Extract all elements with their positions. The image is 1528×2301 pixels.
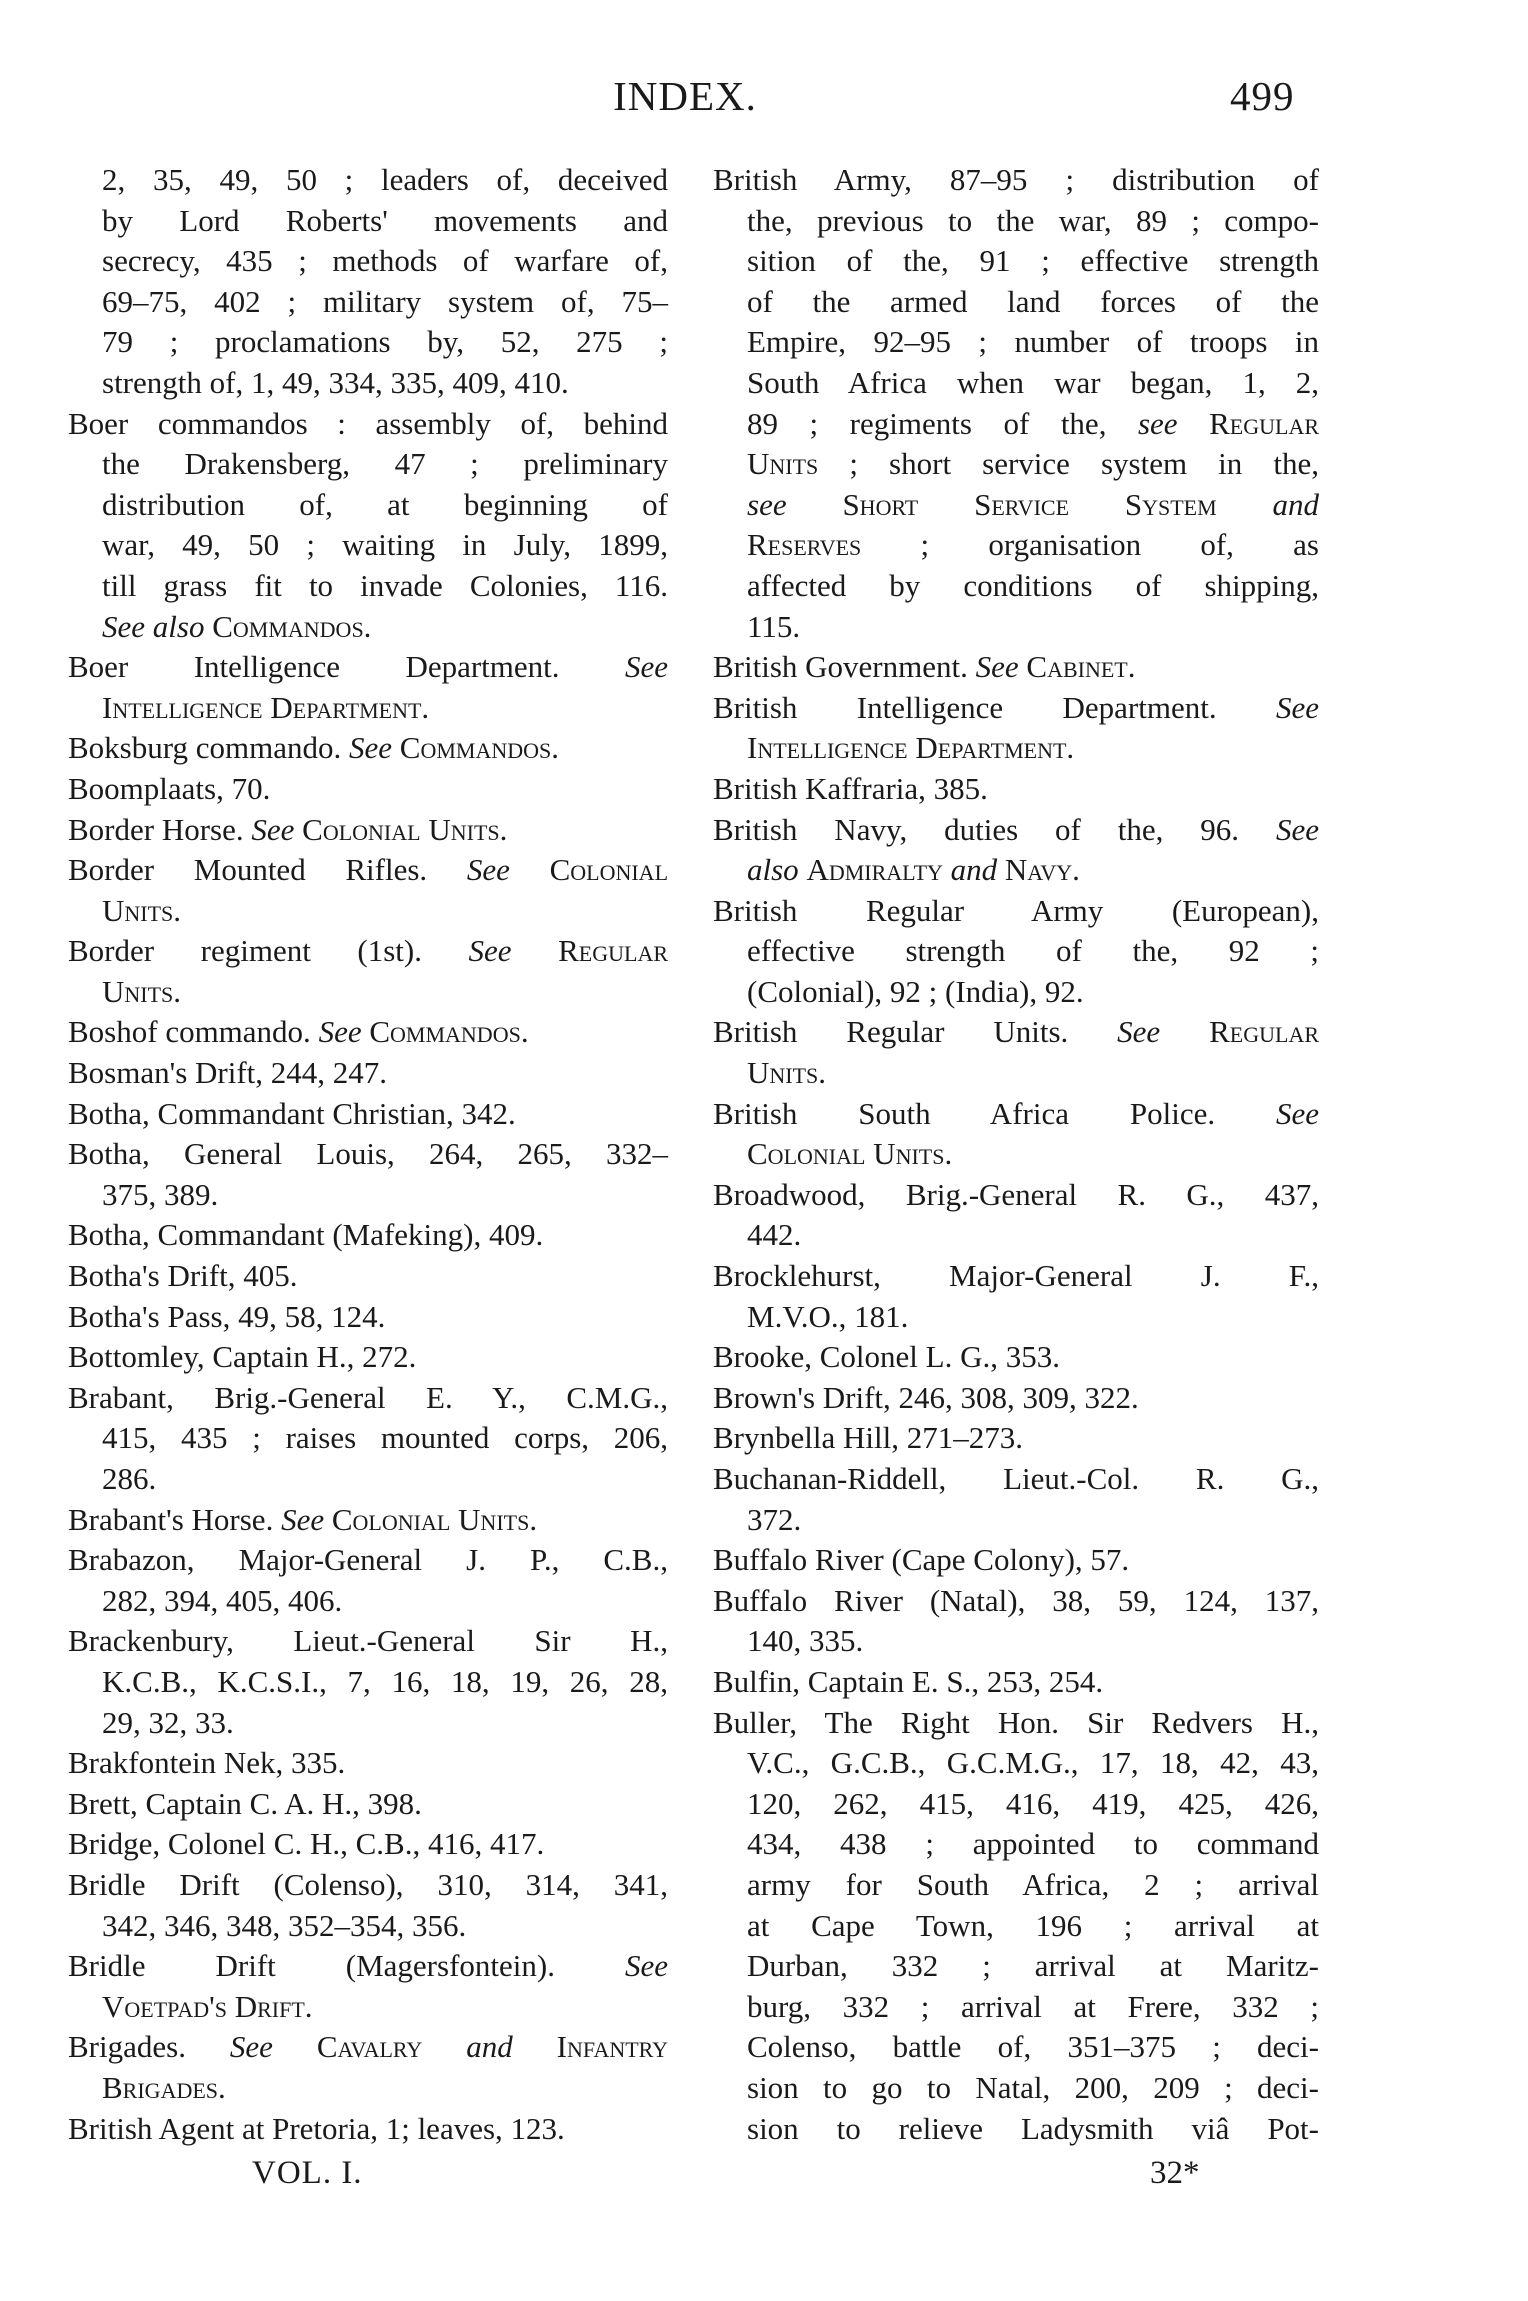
index-entry-line: [713, 931, 1319, 972]
index-entry-line: [68, 160, 668, 201]
entry-text: British Navy, duties of the, 96.: [713, 811, 1276, 847]
entry-text: strength of, 1, 49, 334, 335, 409, 410.: [102, 364, 569, 400]
entry-text: Brabazon, Major-General J. P., C.B.,: [68, 1542, 668, 1578]
italic-text: See: [349, 730, 393, 766]
index-entry-line: [68, 201, 668, 242]
page-header-title: INDEX.: [613, 73, 757, 119]
entry-text: Brooke, Colonel L. G., 353.: [713, 1339, 1060, 1375]
index-entry-line: [68, 1094, 668, 1135]
entry-text: K.C.B., K.C.S.I., 7, 16, 18, 19, 26, 28,: [102, 1663, 668, 1699]
italic-text: See: [229, 2029, 273, 2065]
entry-text: 89 ; regiments of the,: [747, 405, 1138, 441]
index-entry: [68, 1337, 668, 1378]
index-entry: [68, 1784, 668, 1825]
entry-text: British Government.: [713, 649, 976, 685]
entry-text: Boer Intelligence Department.: [68, 649, 625, 685]
index-entry-line: [713, 1743, 1319, 1784]
entry-text: British Intelligence Department.: [713, 689, 1276, 725]
index-entry: [68, 1053, 668, 1094]
index-entry-line: [68, 404, 668, 445]
index-entry: [68, 2109, 668, 2150]
index-entry: [713, 1175, 1319, 1256]
index-entry-line: [713, 607, 1319, 648]
index-entry-line: [68, 972, 668, 1013]
italic-text: See: [1117, 1014, 1161, 1050]
entry-text: effective strength of the, 92 ;: [747, 933, 1319, 969]
small-caps-reference: Cavalry: [316, 2029, 423, 2065]
index-entry-line: [713, 1824, 1319, 1865]
italic-text: See: [281, 1501, 325, 1537]
index-entry-line: [713, 810, 1319, 851]
index-entry-line: [713, 1784, 1319, 1825]
index-entry-line: [713, 1500, 1319, 1541]
entry-text: distribution of, at beginning of: [102, 486, 668, 522]
entry-text: war, 49, 50 ; waiting in July, 1899,: [102, 527, 668, 563]
entry-text: 120, 262, 415, 416, 419, 425, 426,: [747, 1785, 1319, 1821]
entry-text: 79 ; proclamations by, 52, 275 ;: [102, 324, 668, 360]
entry-text: Botha, Commandant (Mafeking), 409.: [68, 1217, 544, 1253]
entry-text: 140, 335.: [747, 1623, 864, 1659]
entry-text: Botha's Drift, 405.: [68, 1258, 298, 1294]
small-caps-reference: Units.: [102, 892, 182, 928]
index-entry-line: [713, 1256, 1319, 1297]
index-entry-line: [713, 1703, 1319, 1744]
index-entry-line: [68, 1134, 668, 1175]
small-caps-reference: Regular: [1209, 1014, 1319, 1050]
entry-text: by Lord Roberts' movements and: [102, 202, 668, 238]
index-entry-line: [713, 1906, 1319, 1947]
index-entry-line: [68, 1784, 668, 1825]
index-entry-line: [713, 1946, 1319, 1987]
entry-text: 372.: [747, 1501, 802, 1537]
index-entry-line: [713, 728, 1319, 769]
index-entry-line: [68, 1662, 668, 1703]
index-entry-line: [68, 1824, 668, 1865]
index-entry-line: [68, 1581, 668, 1622]
index-entry-line: [713, 1175, 1319, 1216]
index-entry-line: [68, 1540, 668, 1581]
entry-text: Empire, 92–95 ; number of troops in: [747, 324, 1319, 360]
small-caps-reference: Colonial Units.: [331, 1501, 538, 1537]
index-entry-line: [68, 688, 668, 729]
index-entry-line: [713, 1378, 1319, 1419]
index-entry: [68, 1540, 668, 1621]
index-entry-line: [713, 282, 1319, 323]
italic-text: See: [975, 649, 1019, 685]
small-caps-reference: Voetpad's Drift.: [102, 1988, 313, 2024]
entry-text: Boomplaats, 70.: [68, 770, 271, 806]
entry-text: [422, 2029, 466, 2064]
entry-text: sion to relieve Ladysmith viâ Pot-: [747, 2110, 1319, 2146]
entry-text: [273, 2029, 317, 2064]
index-entry: [713, 1703, 1319, 2150]
entry-text: Brakfontein Nek, 335.: [68, 1745, 346, 1781]
index-entry-line: [68, 1500, 668, 1541]
italic-text: See: [251, 811, 295, 847]
entry-text: Bosman's Drift, 244, 247.: [68, 1055, 388, 1091]
index-entry-line: [68, 241, 668, 282]
small-caps-reference: Brigades.: [102, 2069, 226, 2105]
index-entry: [68, 1865, 668, 1946]
entry-text: 434, 438 ; appointed to command: [747, 1826, 1319, 1862]
index-entry: [68, 1378, 668, 1500]
entry-text: V.C., G.C.B., G.C.M.G., 17, 18, 42, 43,: [747, 1745, 1319, 1781]
entry-text: Boksburg commando.: [68, 730, 349, 766]
italic-text: also: [747, 852, 799, 888]
index-entry-line: [68, 1621, 668, 1662]
entry-text: at Cape Town, 196 ; arrival at: [747, 1907, 1319, 1943]
signature-mark: 32*: [1150, 2155, 1200, 2191]
index-entry-line: [713, 2027, 1319, 2068]
italic-text: See also: [102, 608, 205, 644]
index-entry-line: [68, 1378, 668, 1419]
index-entry-line: [68, 1865, 668, 1906]
entry-text: Brynbella Hill, 271–273.: [713, 1420, 1023, 1456]
index-entry-line: [68, 850, 668, 891]
italic-text: See: [1275, 1095, 1319, 1131]
small-caps-reference: Admiralty: [806, 852, 943, 888]
italic-text: see: [747, 486, 787, 522]
index-entry: [713, 1662, 1319, 1703]
index-entry: [713, 891, 1319, 1013]
index-entry: [68, 1500, 668, 1541]
entry-text: Brocklehurst, Major-General J. F.,: [713, 1258, 1319, 1294]
index-entry: [713, 1581, 1319, 1662]
index-entry: [68, 769, 668, 810]
index-entry-line: [713, 1621, 1319, 1662]
entry-text: Border Horse.: [68, 811, 252, 847]
index-entry-line: [68, 363, 668, 404]
italic-text: and: [1272, 486, 1319, 522]
entry-text: Brabant, Brig.-General E. Y., C.M.G.,: [68, 1379, 668, 1415]
index-entry-line: [68, 1703, 668, 1744]
small-caps-reference: Infantry: [556, 2029, 669, 2065]
index-entry-line: [713, 1662, 1319, 1703]
index-entry-line: [68, 485, 668, 526]
index-entry-line: [713, 201, 1319, 242]
entry-text: British Army, 87–95 ; distribution of: [713, 162, 1319, 197]
index-entry-line: [713, 322, 1319, 363]
index-entry-line: [68, 891, 668, 932]
index-entry-line: [713, 525, 1319, 566]
entry-text: Broadwood, Brig.-General R. G., 437,: [713, 1176, 1319, 1212]
small-caps-reference: Colonial: [549, 852, 669, 888]
entry-text: 286.: [102, 1461, 157, 1496]
small-caps-reference: Commandos.: [369, 1014, 529, 1050]
index-entry-line: [713, 444, 1319, 485]
index-entry-line: [68, 2027, 668, 2068]
entry-text: 29, 32, 33.: [102, 1704, 234, 1740]
entry-text: till grass fit to invade Colonies, 116.: [102, 567, 668, 603]
italic-text: See: [624, 649, 668, 685]
index-entry-line: [713, 647, 1319, 688]
index-entry-line: [68, 1946, 668, 1987]
entry-text: Bottomley, Captain H., 272.: [68, 1339, 417, 1375]
index-entry-line: [713, 363, 1319, 404]
index-entry-line: [713, 1053, 1319, 1094]
index-entry: [68, 1946, 668, 2027]
index-entry: [68, 1297, 668, 1338]
index-entry: [68, 1621, 668, 1743]
index-entry: [68, 1743, 668, 1784]
entry-text: Bridle Drift (Colenso), 310, 314, 341,: [68, 1866, 668, 1902]
index-entry: [68, 1824, 668, 1865]
index-entry-line: [713, 850, 1319, 891]
index-entry-line: [68, 1215, 668, 1256]
index-entry-line: [68, 1418, 668, 1459]
italic-text: See: [318, 1014, 362, 1050]
index-entry-line: [68, 769, 668, 810]
small-caps-reference: Cabinet.: [1026, 649, 1136, 685]
index-entry-line: [68, 1175, 668, 1216]
entry-text: [324, 1502, 332, 1537]
entry-text: Brabant's Horse.: [68, 1501, 282, 1537]
index-entry: [68, 1094, 668, 1135]
entry-text: Buchanan-Riddell, Lieut.-Col. R. G.,: [713, 1461, 1319, 1496]
index-column-left: [68, 160, 668, 2149]
index-entry: [713, 160, 1319, 647]
entry-text: British Agent at Pretoria, 1; leaves, 123.: [68, 2110, 565, 2146]
small-caps-reference: Short Service System: [842, 486, 1217, 522]
index-entry-line: [68, 1743, 668, 1784]
index-entry-line: [713, 1297, 1319, 1338]
index-entry-line: [713, 160, 1319, 201]
index-entry: [713, 1459, 1319, 1540]
index-entry-line: [68, 931, 668, 972]
index-entry-line: [68, 322, 668, 363]
index-entry: [713, 769, 1319, 810]
index-entry-line: [68, 1012, 668, 1053]
index-entry: [68, 728, 668, 769]
index-entry-line: [713, 404, 1319, 445]
entry-text: sition of the, 91 ; effective strength: [747, 243, 1319, 279]
entry-text: ; organisation of, as: [861, 527, 1319, 563]
entry-text: Boer commandos : assembly of, behind: [68, 405, 668, 441]
index-entry-line: [713, 688, 1319, 729]
entry-text: ; short service system in the,: [818, 446, 1319, 482]
small-caps-reference: Reserves: [747, 527, 862, 563]
index-entry-line: [68, 1337, 668, 1378]
index-entry-line: [713, 891, 1319, 932]
entry-text: 442.: [747, 1217, 802, 1253]
entry-text: Border regiment (1st).: [68, 933, 469, 969]
entry-text: British South Africa Police.: [713, 1095, 1276, 1131]
index-entry-line: [68, 810, 668, 851]
index-entry-line: [713, 1540, 1319, 1581]
index-entry: [68, 1215, 668, 1256]
page-number: 499: [1230, 73, 1295, 119]
italic-text: See: [1275, 811, 1319, 847]
small-caps-reference: Units: [747, 446, 819, 482]
index-entry-line: [713, 1134, 1319, 1175]
entry-text: Brackenbury, Lieut.-General Sir H.,: [68, 1623, 668, 1659]
entry-text: 375, 389.: [102, 1176, 219, 1212]
small-caps-reference: Colonial Units.: [747, 1136, 953, 1172]
entry-text: Botha's Pass, 49, 58, 124.: [68, 1298, 386, 1334]
entry-text: of the armed land forces of the: [747, 283, 1319, 319]
index-entry-line: [68, 1256, 668, 1297]
entry-text: [1178, 406, 1210, 441]
entry-text: Border Mounted Rifles.: [68, 852, 467, 888]
entry-text: [787, 487, 843, 522]
index-entry-line: [713, 1581, 1319, 1622]
entry-text: Buffalo River (Cape Colony), 57.: [713, 1542, 1130, 1578]
entry-text: 415, 435 ; raises mounted corps, 206,: [102, 1420, 668, 1456]
index-entry-line: [713, 2109, 1319, 2150]
index-entry-line: [68, 566, 668, 607]
index-entry: [713, 1337, 1319, 1378]
entry-text: the Drakensberg, 47 ; preliminary: [102, 446, 668, 482]
index-entry: [713, 810, 1319, 891]
index-entry-line: [713, 769, 1319, 810]
entry-text: Colenso, battle of, 351–375 ; deci-: [747, 2029, 1319, 2065]
index-entry-line: [68, 282, 668, 323]
entry-text: the, previous to the war, 89 ; compo-: [747, 202, 1319, 238]
entry-text: Bridge, Colonel C. H., C.B., 416, 417.: [68, 1826, 545, 1862]
index-entry-line: [68, 1459, 668, 1500]
index-entry-line: [68, 647, 668, 688]
index-entry-line: [713, 1012, 1319, 1053]
entry-text: South Africa when war began, 1, 2,: [747, 364, 1319, 400]
index-entry: [713, 1094, 1319, 1175]
entry-text: M.V.O., 181.: [747, 1298, 909, 1334]
index-entry-line: [713, 972, 1319, 1013]
entry-text: secrecy, 435 ; methods of warfare of,: [102, 243, 668, 279]
index-entry: [713, 1012, 1319, 1093]
italic-text: and: [950, 852, 998, 888]
index-column-right: [713, 160, 1319, 2149]
index-entry-line: [713, 566, 1319, 607]
index-entry-line: [68, 607, 668, 648]
italic-text: and: [466, 2029, 513, 2065]
entry-text: 115.: [747, 608, 801, 644]
index-entry-line: [68, 728, 668, 769]
entry-text: British Kaffraria, 385.: [713, 770, 988, 806]
index-entry-line: [713, 485, 1319, 526]
entry-text: Durban, 332 ; arrival at Maritz-: [747, 1948, 1319, 1984]
entry-text: Brown's Drift, 246, 308, 309, 322.: [713, 1379, 1139, 1415]
index-entry-line: [713, 2068, 1319, 2109]
index-entry-line: [713, 1987, 1319, 2028]
entry-text: Buller, The Right Hon. Sir Redvers H.,: [713, 1704, 1319, 1740]
entry-text: British Regular Army (European),: [713, 892, 1319, 928]
italic-text: See: [1275, 689, 1319, 725]
entry-text: Botha, Commandant Christian, 342.: [68, 1095, 516, 1131]
entry-text: [1160, 1014, 1209, 1049]
entry-text: affected by conditions of shipping,: [747, 567, 1319, 603]
index-entry-line: [68, 444, 668, 485]
entry-text: burg, 332 ; arrival at Frere, 332 ;: [747, 1988, 1319, 2024]
entry-text: (Colonial), 92 ; (India), 92.: [747, 973, 1084, 1009]
entry-text: Bridle Drift (Magersfontein).: [68, 1948, 625, 1984]
index-entry: [713, 1256, 1319, 1337]
index-entry-line: [713, 1418, 1319, 1459]
entry-text: [392, 730, 400, 765]
index-entry: [68, 404, 668, 648]
index-entry: [713, 1378, 1319, 1419]
entry-text: sion to go to Natal, 200, 209 ; deci-: [747, 2069, 1319, 2105]
index-entry-line: [68, 2109, 668, 2150]
entry-text: [997, 852, 1005, 887]
small-caps-reference: Units.: [102, 973, 182, 1009]
index-entry-line: [713, 1215, 1319, 1256]
index-entry: [68, 1134, 668, 1215]
italic-text: see: [1137, 405, 1178, 441]
small-caps-reference: Intelligence Department.: [747, 730, 1075, 766]
entry-text: [510, 852, 550, 887]
index-entry: [713, 1418, 1319, 1459]
entry-text: [294, 812, 302, 847]
small-caps-reference: Commandos.: [399, 730, 560, 766]
entry-text: [1217, 487, 1273, 522]
entry-text: [513, 2029, 557, 2064]
entry-text: Buffalo River (Natal), 38, 59, 124, 137,: [713, 1582, 1319, 1618]
index-entry: [68, 810, 668, 851]
index-entry: [68, 647, 668, 728]
entry-text: Boshof commando.: [68, 1014, 319, 1050]
entry-text: Brett, Captain C. A. H., 398.: [68, 1785, 422, 1821]
index-entry: [68, 1012, 668, 1053]
small-caps-reference: Navy.: [1004, 852, 1080, 888]
entry-text: 342, 346, 348, 352–354, 356.: [102, 1907, 467, 1943]
index-entry-line: [713, 1865, 1319, 1906]
index-entry-line: [713, 241, 1319, 282]
index-entry-line: [713, 1337, 1319, 1378]
entry-text: 2, 35, 49, 50 ; leaders of, deceived: [102, 162, 668, 197]
index-entry: [68, 2027, 668, 2108]
entry-text: [512, 933, 559, 968]
index-entry-line: [68, 2068, 668, 2109]
entry-text: army for South Africa, 2 ; arrival: [747, 1866, 1319, 1902]
entry-text: British Regular Units.: [713, 1014, 1118, 1050]
entry-text: Bulfin, Captain E. S., 253, 254.: [713, 1663, 1104, 1699]
index-entry: [713, 688, 1319, 769]
index-entry-line: [68, 1297, 668, 1338]
entry-text: Botha, General Louis, 264, 265, 332–: [68, 1136, 668, 1172]
index-entry: [68, 931, 668, 1012]
italic-text: See: [624, 1948, 668, 1984]
index-entry-line: [68, 1053, 668, 1094]
volume-label: VOL. I.: [252, 2155, 363, 2191]
index-entry: [68, 1256, 668, 1297]
entry-text: [943, 852, 951, 887]
index-entry-line: [713, 1094, 1319, 1135]
small-caps-reference: Regular: [558, 933, 668, 969]
index-entry: [68, 160, 668, 404]
index-entry-line: [68, 1906, 668, 1947]
index-entry-line: [68, 525, 668, 566]
index-entry-line: [713, 1459, 1319, 1500]
italic-text: See: [468, 933, 512, 969]
small-caps-reference: Regular: [1209, 405, 1320, 441]
small-caps-reference: Units.: [747, 1055, 827, 1091]
small-caps-reference: Commandos.: [212, 608, 372, 644]
italic-text: See: [466, 852, 510, 888]
small-caps-reference: Intelligence Department.: [102, 689, 430, 725]
index-entry: [68, 850, 668, 931]
entry-text: Brigades.: [68, 2029, 230, 2065]
small-caps-reference: Colonial Units.: [302, 811, 508, 847]
entry-text: 282, 394, 405, 406.: [102, 1582, 343, 1618]
entry-text: 69–75, 402 ; military system of, 75–: [102, 283, 668, 319]
index-entry: [713, 647, 1319, 688]
index-entry-line: [68, 1987, 668, 2028]
index-entry: [713, 1540, 1319, 1581]
